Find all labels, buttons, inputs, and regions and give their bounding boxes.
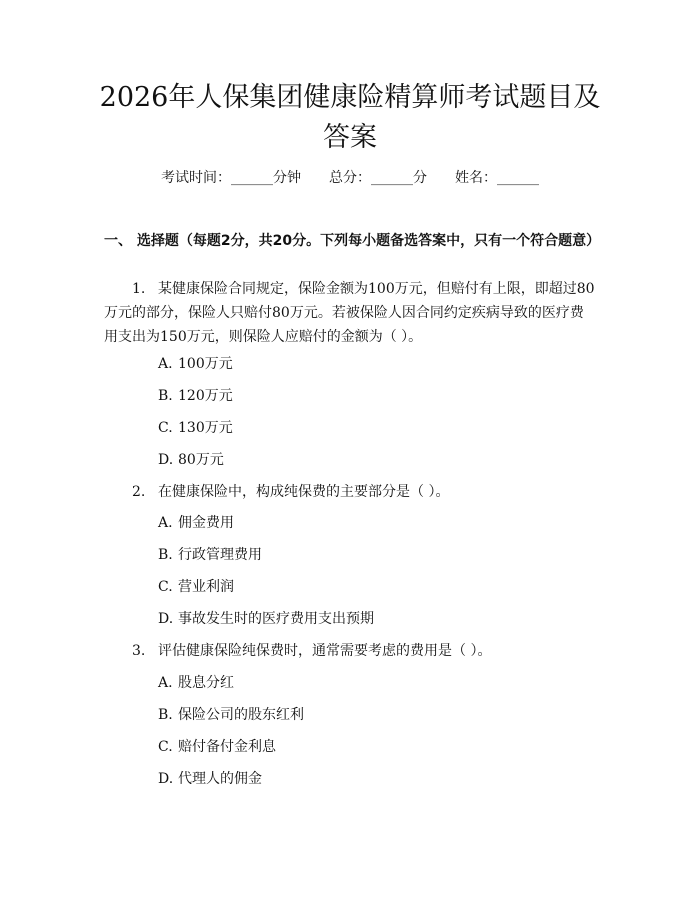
question-3-number: 3. xyxy=(132,643,146,659)
question-3-option-c xyxy=(158,736,276,758)
exam-time-label: 考试时间： xyxy=(161,170,231,186)
option-text: 130万元 xyxy=(178,420,233,436)
question-2-option-b xyxy=(158,544,262,566)
question-1-option-b xyxy=(158,385,233,407)
option-text: 营业利润 xyxy=(178,579,234,595)
question-3-option-d xyxy=(158,768,262,790)
section-title: 一、 选择题（每题2分，共20分。下列每小题备选答案中，只有一个符合题意） xyxy=(104,233,601,249)
question-2-text: 在健康保险中，构成纯保费的主要部分是（ ）。 xyxy=(158,484,450,500)
total-score-label: 总分： xyxy=(329,170,371,186)
question-1-option-d xyxy=(158,449,224,471)
question-3-text: 评估健康保险纯保费时，通常需要考虑的费用是（ ）。 xyxy=(158,643,492,659)
total-score-blank: ______ xyxy=(371,170,413,186)
student-name-blank: ______ xyxy=(497,170,539,186)
exam-info-line xyxy=(0,167,700,189)
question-2 xyxy=(132,481,449,503)
option-letter: B. xyxy=(158,388,173,404)
option-letter: C. xyxy=(158,420,173,436)
exam-time-blank: ______ xyxy=(231,170,273,186)
question-2-option-d xyxy=(158,608,374,630)
option-letter: B. xyxy=(158,547,173,563)
question-3-option-b xyxy=(158,704,304,726)
question-1-option-a xyxy=(158,353,233,375)
option-text: 行政管理费用 xyxy=(178,547,262,563)
question-2-number: 2. xyxy=(132,484,146,500)
option-letter: D. xyxy=(158,611,174,627)
option-text: 事故发生时的医疗费用支出预期 xyxy=(178,611,374,627)
option-text: 保险公司的股东红利 xyxy=(178,707,304,723)
option-letter: B. xyxy=(158,707,173,723)
option-letter: D. xyxy=(158,771,174,787)
question-3 xyxy=(132,640,491,662)
exam-time-unit: 分钟 xyxy=(273,170,301,186)
question-1-number: 1. xyxy=(132,281,146,297)
question-1-option-c xyxy=(158,417,233,439)
option-text: 赔付备付金利息 xyxy=(178,739,276,755)
question-2-option-c xyxy=(158,576,234,598)
option-text: 代理人的佣金 xyxy=(178,771,262,787)
option-text: 120万元 xyxy=(178,388,233,404)
total-score-unit: 分 xyxy=(413,170,427,186)
option-letter: A. xyxy=(158,356,173,372)
option-letter: A. xyxy=(158,675,173,691)
option-letter: C. xyxy=(158,739,173,755)
option-text: 股息分红 xyxy=(178,675,234,691)
question-1 xyxy=(104,277,596,349)
student-name-label: 姓名： xyxy=(455,170,497,186)
option-letter: A. xyxy=(158,515,173,531)
question-1-text: 某健康保险合同规定，保险金额为100万元，但赔付有上限，即超过80万元的部分，保险人只赔付80万元。若被保险人因合同约定疾病导致的医疗费用支出为150万元，则保险人应赔付的金额为（ ）。 xyxy=(104,281,595,345)
option-text: 100万元 xyxy=(178,356,233,372)
option-letter: C. xyxy=(158,579,173,595)
question-3-option-a xyxy=(158,672,234,694)
document-title: 2026年人保集团健康险精算师考试题目及答案 xyxy=(99,82,601,153)
option-text: 80万元 xyxy=(178,452,224,468)
option-letter: D. xyxy=(158,452,174,468)
option-text: 佣金费用 xyxy=(178,515,234,531)
question-2-option-a xyxy=(158,512,234,534)
